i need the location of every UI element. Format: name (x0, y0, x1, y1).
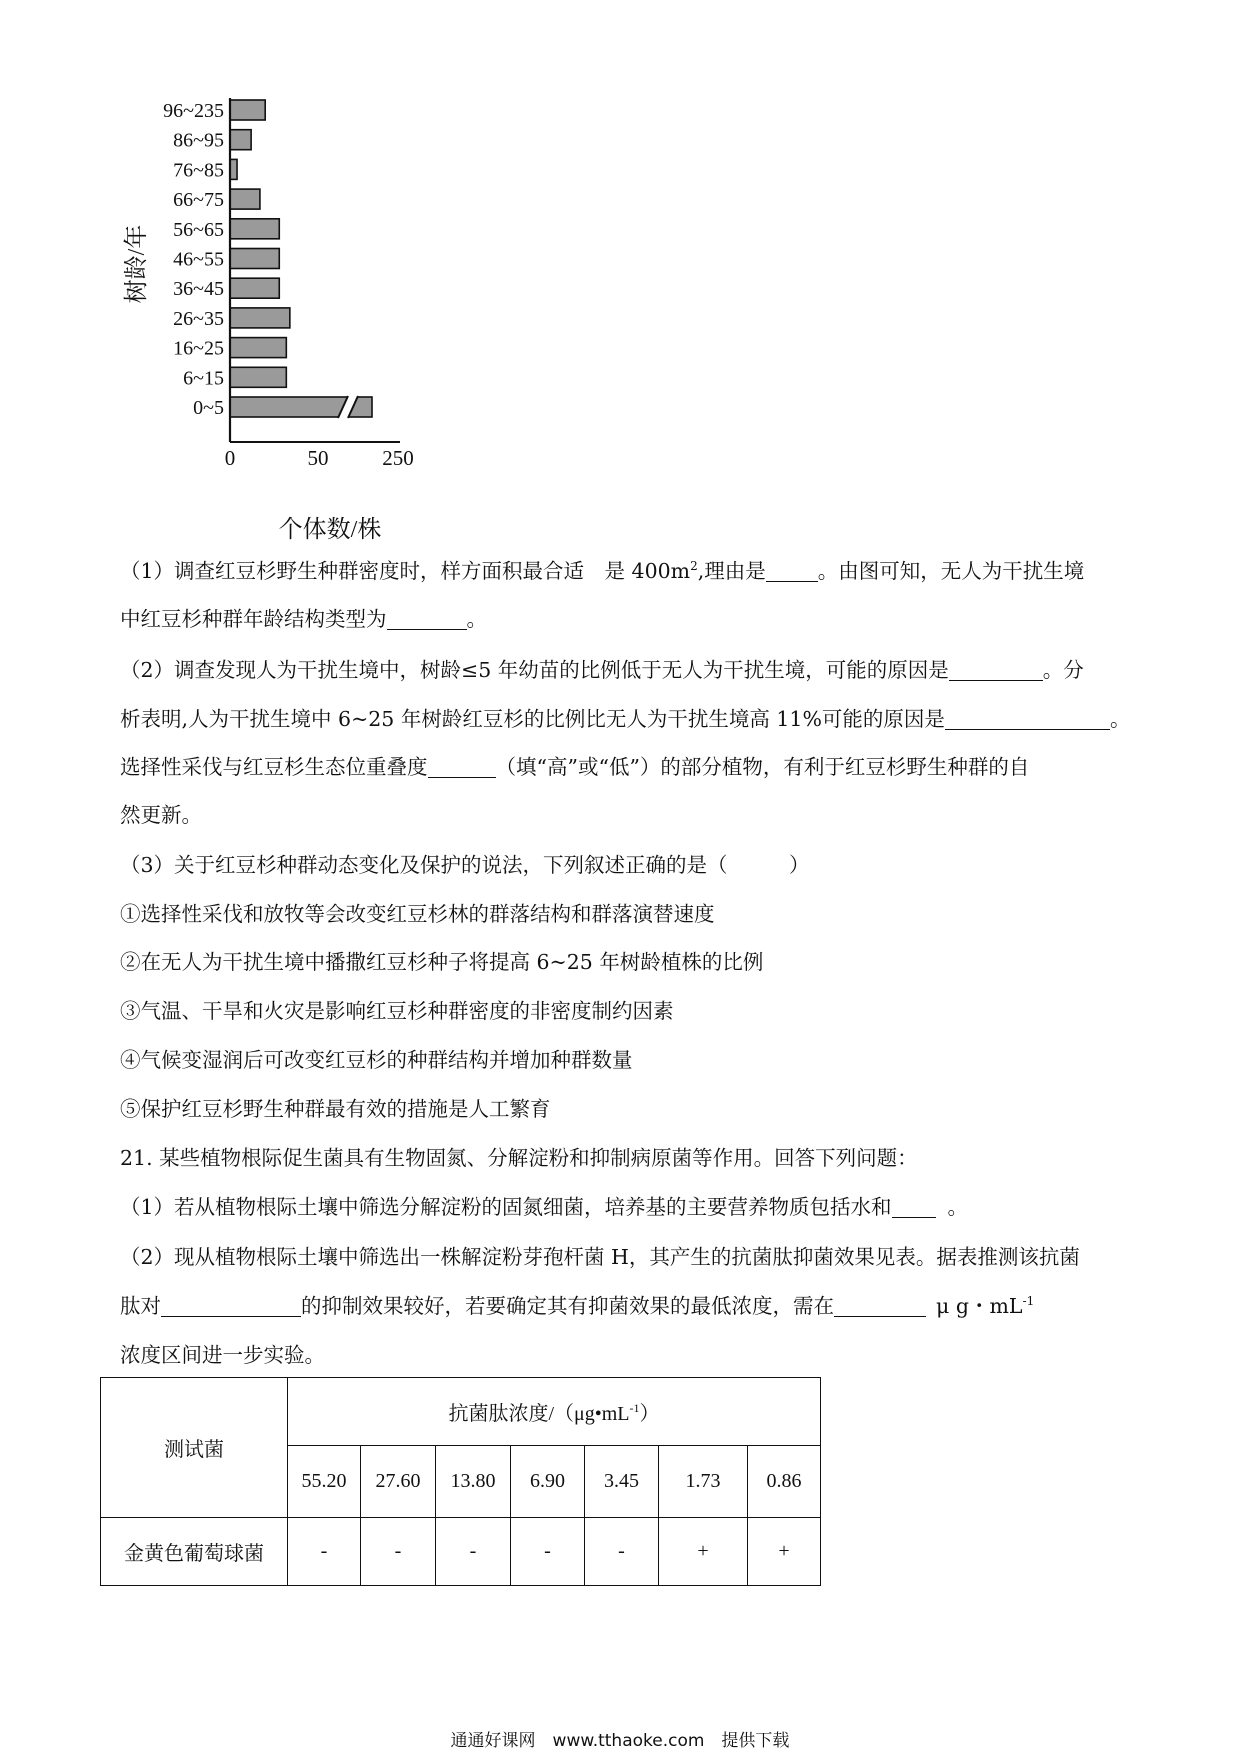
category-label: 0~5 (193, 397, 224, 419)
option-2: ②在无人为干扰生境中播撒红豆杉种子将提高 6~25 年树龄植株的比例 (120, 950, 764, 974)
bar-96~235 (230, 100, 265, 120)
table-header-text: 抗菌肽浓度/（μg•mL (448, 1403, 630, 1425)
bar-6~15 (230, 367, 286, 387)
concentration-cell: 0.86 (748, 1446, 821, 1518)
category-label: 86~95 (173, 129, 224, 152)
concentration-cell: 13.80 (436, 1446, 511, 1518)
bar-36~45 (230, 278, 279, 298)
q20-p1-line2-text: 中红豆杉种群年龄结构类型为 (120, 607, 387, 631)
category-label: 66~75 (173, 189, 224, 212)
table-corner-cell: 测试菌 (101, 1378, 288, 1518)
antibacterial-table (100, 1377, 821, 1586)
table-header-end: ） (639, 1403, 660, 1425)
page-footer: 通通好课网 www.tthaoke.com 提供下载 (450, 1731, 790, 1751)
q20-part2-line3 (120, 752, 1029, 782)
bar-56~65 (230, 219, 279, 239)
q20-part2-line2 (120, 704, 1130, 734)
result-cell: + (659, 1518, 748, 1586)
y-axis-label: 树龄/年 (124, 224, 150, 304)
option-5: ⑤保护红豆杉野生种群最有效的措施是人工繁育 (120, 1097, 551, 1121)
x-tick-250: 250 (382, 446, 414, 470)
q20-p2-line3-text: 选择性采伐与红豆杉生态位重叠度 (120, 755, 428, 779)
category-label: 56~65 (173, 218, 224, 241)
answer-blank[interactable] (892, 1195, 936, 1218)
q20-p2-line3-end: （填“高”或“低”）的部分植物，有利于红豆杉野生种群的自 (495, 755, 1030, 779)
q20-p1-text-b: ,理由是 (697, 559, 766, 583)
concentration-cell: 6.90 (511, 1446, 585, 1518)
q20-p2-line2-text: 析表明,人为干扰生境中 6~25 年树龄红豆杉的比例比无人为干扰生境高 11%可能的原因是 (120, 707, 945, 731)
q20-part1-line2 (120, 604, 487, 634)
answer-blank[interactable] (766, 559, 818, 582)
bar-86~95 (230, 130, 251, 150)
bar-16~25 (230, 338, 286, 358)
row-label-cell: 金黄色葡萄球菌 (101, 1518, 288, 1586)
q20-p2-line2-end: 。 (1109, 707, 1131, 731)
q20-p1-sup: 2 (690, 559, 698, 573)
option-3: ③气温、干旱和火灾是影响红豆杉种群密度的非密度制约因素 (120, 999, 674, 1023)
q21-p2-text-b: 的抑制效果较好，若要确定其有抑菌效果的最低浓度，需在 (301, 1294, 834, 1318)
category-label: 26~35 (173, 307, 224, 330)
result-cell: - (585, 1518, 659, 1586)
q20-p2-text-end: 。分 (1042, 658, 1084, 682)
option-4: ④气候变湿润后可改变红豆杉的种群结构并增加种群数量 (120, 1048, 633, 1072)
table-header-sup: -1 (629, 1401, 640, 1415)
q21-part1 (120, 1192, 968, 1222)
bar-66~75 (230, 189, 260, 209)
result-cell: - (361, 1518, 436, 1586)
q21-p1-text: （1）若从植物根际土壤中筛选分解淀粉的固氮细菌，培养基的主要营养物质包括水和 (120, 1195, 892, 1219)
q21-p2-unit-sup: -1 (1022, 1294, 1035, 1308)
age-structure-chart (120, 90, 440, 550)
bar-46~55 (230, 249, 279, 269)
result-cell: - (511, 1518, 585, 1586)
result-cell: + (748, 1518, 821, 1586)
q20-p2-text: （2）调查发现人为干扰生境中，树龄≤5 年幼苗的比例低于无人为干扰生境，可能的原因是 (120, 658, 949, 682)
category-label: 6~15 (183, 367, 224, 390)
concentration-cell: 27.60 (361, 1446, 436, 1518)
q20-p1-text: （1）调查红豆杉野生种群密度时，样方面积最合适 是 400m (120, 559, 691, 583)
category-label: 16~25 (173, 337, 224, 360)
result-cell: - (288, 1518, 361, 1586)
answer-blank[interactable] (834, 1294, 926, 1317)
answer-blank[interactable] (387, 607, 467, 630)
x-axis-label: 个体数/株 (278, 517, 382, 543)
q20-p1-line2-end: 。 (466, 607, 487, 631)
q21-p2-unit: μ g・mL (936, 1294, 1023, 1318)
concentration-cell: 1.73 (659, 1446, 748, 1518)
answer-blank[interactable] (161, 1294, 301, 1317)
table-header-cell (288, 1378, 821, 1446)
answer-blank[interactable] (428, 755, 496, 778)
q21-part2-line2 (120, 1291, 1034, 1321)
bar-26~35 (230, 308, 290, 328)
category-label: 96~235 (163, 100, 224, 122)
q20-part2-line1 (120, 655, 1084, 685)
concentration-cell: 55.20 (288, 1446, 361, 1518)
q20-part2-line4: 然更新。 (120, 803, 202, 827)
option-1: ①选择性采伐和放牧等会改变红豆杉林的群落结构和群落演替速度 (120, 902, 715, 926)
answer-blank[interactable] (945, 707, 1110, 730)
q21-p2-text: 肽对 (120, 1294, 161, 1318)
category-label: 36~45 (173, 278, 224, 301)
chart-bars (230, 100, 372, 418)
q21-stem: 21. 某些植物根际促生菌具有生物固氮、分解淀粉和抑制病原菌等作用。回答下列问题： (120, 1146, 918, 1170)
x-tick-50: 50 (307, 446, 329, 470)
q21-part2-line1: （2）现从植物根际土壤中筛选出一株解淀粉芽孢杆菌 H，其产生的抗菌肽抑菌效果见表。据表推测该抗菌 (120, 1245, 1080, 1269)
chart-category-labels (163, 100, 224, 419)
answer-blank[interactable] (949, 658, 1043, 681)
result-cell: - (436, 1518, 511, 1586)
q21-part2-line3: 浓度区间进一步实验。 (120, 1343, 325, 1367)
concentration-cell: 3.45 (585, 1446, 659, 1518)
q20-p1-text-c: 。由图可知，无人为干扰生境 (817, 559, 1085, 583)
category-label: 46~55 (173, 248, 224, 271)
category-label: 76~85 (173, 159, 224, 182)
x-tick-0: 0 (224, 446, 236, 470)
q21-p1-end: 。 (947, 1195, 969, 1219)
q20-part1-line1 (120, 556, 1084, 586)
q20-part3: （3）关于红豆杉种群动态变化及保护的说法，下列叙述正确的是（ ） (120, 853, 810, 877)
